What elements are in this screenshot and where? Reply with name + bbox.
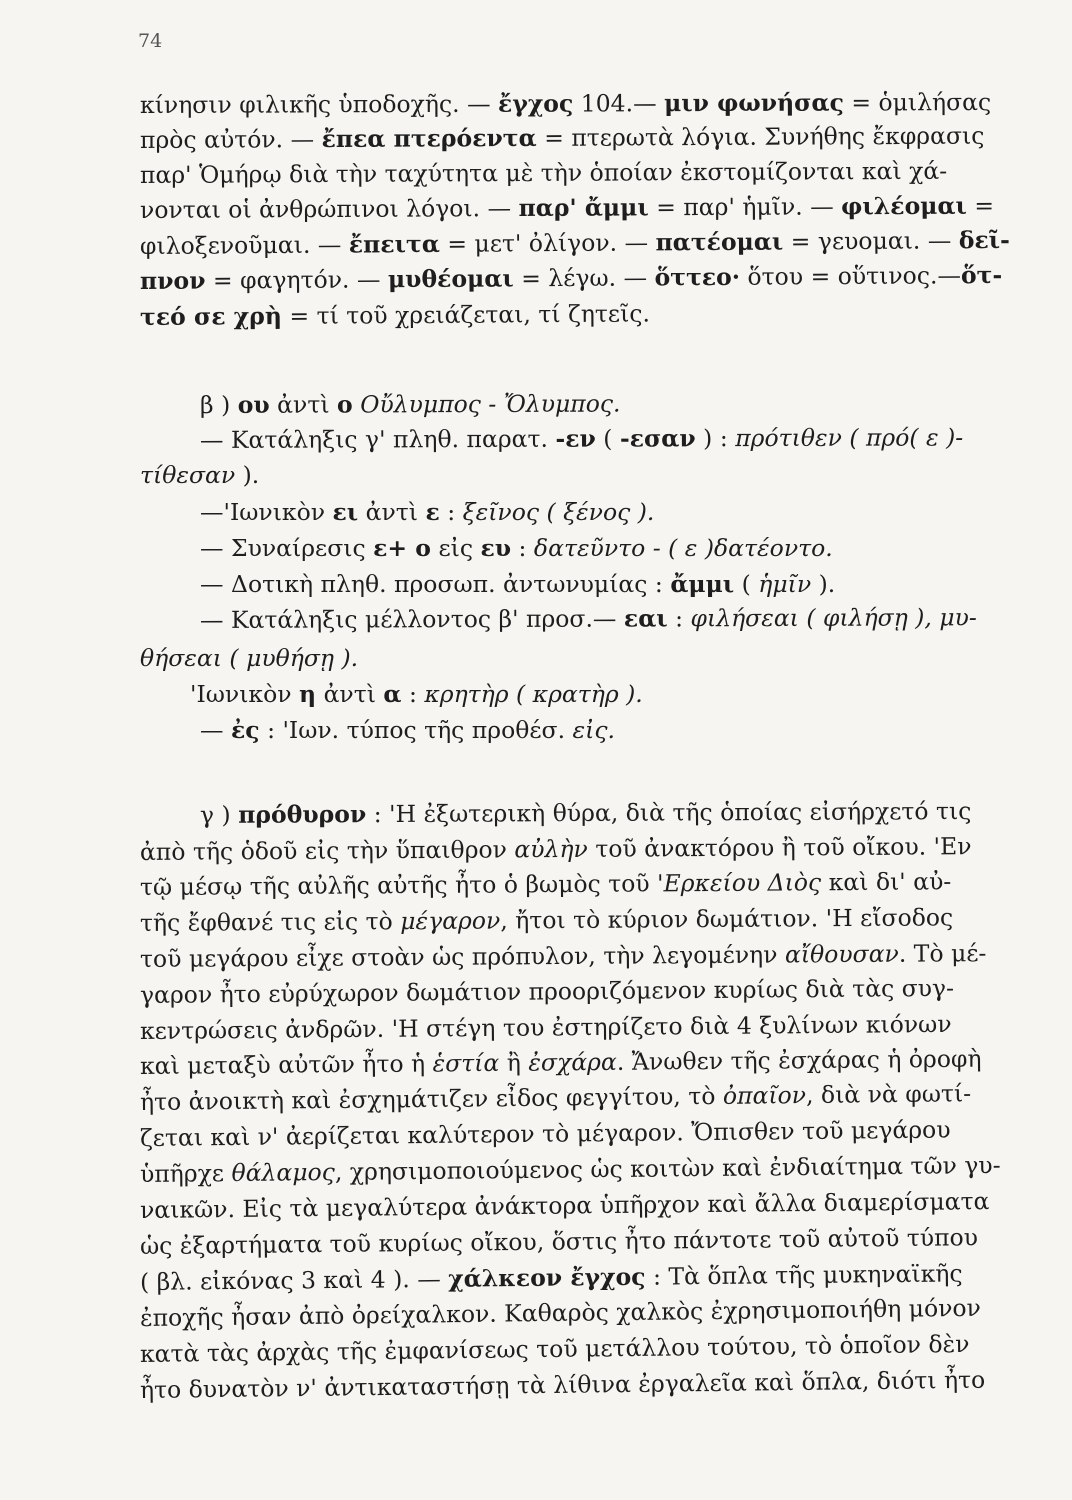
- text-segment: ναικῶν. Εἰς τὰ μεγαλύτερα ἀνάκτορα ὑπῆρχον καὶ ἄλλα διαμερίσματα: [139, 1187, 990, 1224]
- text-segment: = γευομαι. —: [783, 226, 959, 256]
- text-segment: , ἤτοι τὸ κύριον δωμάτιον. 'Η εἴσοδος: [500, 903, 954, 935]
- text-segment: ζεται καὶ ν' ἀερίζεται καλύτερον τὸ μέγαρον. Ὄπισθεν τοῦ μεγάρου: [139, 1115, 951, 1152]
- text-segment: :: [667, 604, 691, 633]
- text-segment: = ὁμιλήσας: [843, 88, 992, 117]
- text-segment: πρὸς αὐτόν. —: [139, 125, 322, 154]
- text-line: [139, 1329, 970, 1368]
- text-segment: , χρησιμοποιούμενος ὡς κοιτὼν καὶ ἐνδιαίτημα τῶν γυ-: [334, 1150, 1001, 1186]
- bold-term: δεῖ-: [958, 225, 1010, 255]
- text-segment: τοῦ ἀνακτόρου ἢ τοῦ οἴκου. 'Εν: [587, 832, 972, 863]
- text-segment: γ ): [199, 800, 239, 829]
- bold-term: ἐς: [230, 716, 260, 744]
- text-segment: ὑπῆρχε: [139, 1159, 232, 1188]
- text-segment: ὡς ἐξαρτήματα τοῦ κυρίως οἴκου, ὅστις ἦτο πάντοτε τοῦ αὐτοῦ τύπου: [139, 1223, 979, 1260]
- bold-term: ἔγχος: [497, 89, 574, 118]
- bold-term: φιλέομαι: [841, 191, 967, 221]
- bold-term: ει: [332, 498, 359, 526]
- text-segment: (: [734, 570, 759, 598]
- text-segment: φιλοξενοῦμαι. —: [139, 230, 349, 260]
- text-segment: : Τὰ ὅπλα τῆς μυκηναϊκῆς: [645, 1259, 963, 1291]
- italic-text: εἰς.: [572, 716, 615, 744]
- bold-term: -εσαν: [619, 424, 696, 453]
- text-line: [190, 680, 643, 708]
- italic-text: ἑστία: [432, 1048, 500, 1078]
- bold-term: τεό σε χρὴ: [139, 302, 283, 331]
- text-segment: καὶ δι' αὐ-: [821, 867, 952, 897]
- text-line: [139, 1293, 982, 1332]
- bold-term: ἄμμι: [670, 570, 735, 598]
- italic-text: θήσεαι ( μυθήσῃ ).: [140, 644, 359, 672]
- text-segment: τῆς ἔφθανέ τις εἰς τὸ: [139, 907, 401, 937]
- text-segment: — Συναίρεσις: [200, 534, 374, 562]
- text-segment: . Τὸ μέ-: [898, 939, 987, 968]
- bold-term: μυθέομαι: [387, 264, 514, 294]
- text-segment: ἀπὸ τῆς ὁδοῦ εἰς τὴν ὕπαιθρον: [139, 835, 515, 866]
- text-line: [139, 121, 985, 154]
- text-line: [200, 570, 836, 598]
- text-line: [200, 716, 615, 744]
- text-line: [139, 1150, 1001, 1188]
- text-segment: = παρ' ἡμῖν. —: [648, 192, 842, 222]
- text-segment: . Ἄνωθεν τῆς ἐσχάρας ἡ ὀροφὴ: [616, 1044, 982, 1076]
- text-segment: ἀντὶ: [358, 498, 426, 526]
- text-line: [139, 1079, 972, 1116]
- text-line: [139, 1009, 952, 1045]
- bold-term: παρ' ἄμμι: [518, 193, 649, 223]
- text-segment: —: [200, 716, 231, 744]
- italic-text: αἴθουσαν: [784, 939, 899, 969]
- bold-term: ε+ ο: [373, 534, 431, 562]
- text-segment: νονται οἱ ἀνθρώπινοι λόγοι. —: [139, 194, 519, 224]
- text-segment: ).: [235, 461, 260, 489]
- italic-text: 'Ερκείου Διὸς: [657, 868, 822, 898]
- text-line: [199, 423, 964, 454]
- page-number: 74: [138, 30, 163, 52]
- text-segment: καὶ μεταξὺ αὐτῶν ἦτο ἡ: [139, 1049, 433, 1080]
- text-segment: ὅτου = οὕτινος.—: [739, 261, 961, 291]
- text-line: [139, 1365, 986, 1404]
- text-line: [139, 88, 992, 119]
- bold-term: ὅττεο·: [654, 262, 741, 292]
- italic-text: κρητὴρ ( κρατὴρ ).: [424, 680, 643, 708]
- text-segment: παρ' Ὁμήρῳ διὰ τὴν ταχύτητα μὲ τὴν ὁποίαν ἐκστομίζονται καὶ χά-: [139, 156, 948, 189]
- text-segment: ).: [811, 570, 836, 598]
- text-line: [139, 260, 1003, 295]
- text-segment: =: [966, 191, 995, 220]
- text-line: [139, 1044, 982, 1080]
- italic-text: ὀπαῖον: [722, 1081, 807, 1110]
- text-segment: ἐποχῆς ἦσαν ἀπὸ ὀρείχαλκον. Καθαρὸς χαλκὸς ἐχρησιμοποιήθη μόνον: [139, 1293, 982, 1332]
- text-segment: :: [401, 680, 425, 708]
- text-segment: = φαγητόν. —: [205, 265, 389, 295]
- text-segment: — Κατάληξις μέλλοντος β' προσ.—: [199, 604, 624, 634]
- text-line: [200, 534, 833, 562]
- bold-term: ἔπειτα: [348, 229, 440, 259]
- text-segment: = λέγω. —: [513, 263, 655, 293]
- bold-term: χάλκεον ἔγχος: [448, 1262, 646, 1293]
- text-segment: κατὰ τὰς ἀρχὰς τῆς ἐμφανίσεως τοῦ μετάλλου τούτου, τὸ ὁποῖον δὲν: [139, 1329, 970, 1368]
- text-line: [139, 1223, 979, 1260]
- text-line: [199, 796, 972, 829]
- bold-term: ε: [425, 498, 440, 526]
- text-line: [199, 389, 621, 419]
- bold-term: πρόθυρον: [238, 800, 367, 829]
- bold-term: πατέομαι: [655, 227, 784, 257]
- text-segment: = πτερωτὰ λόγια. Συνήθης ἔκφρασις: [536, 121, 985, 152]
- text-segment: ἦτο ἀνοικτὴ καὶ ἐσχημάτιζεν εἶδος φεγγίτου, τὸ: [139, 1081, 724, 1116]
- italic-text: αὐλὴν: [514, 834, 588, 864]
- bold-term: α: [383, 680, 402, 708]
- text-segment: — Κατάληξις γ' πληθ. παρατ.: [199, 424, 556, 454]
- bold-term: μιν φωνήσας: [663, 88, 844, 118]
- italic-text: τίθεσαν: [140, 461, 236, 489]
- text-segment: 'Ιωνικὸν: [190, 680, 299, 708]
- text-segment: β ): [199, 390, 238, 419]
- italic-text: ξεῖνος ( ξένος ).: [462, 498, 655, 526]
- italic-text: μέγαρον: [400, 906, 501, 936]
- text-segment: ἀντὶ: [316, 680, 384, 708]
- text-line: [139, 939, 987, 973]
- text-line: [139, 1259, 963, 1296]
- bold-term: ευ: [480, 534, 512, 562]
- bold-term: ὅτ-: [960, 260, 1003, 290]
- bold-term: -εν: [555, 424, 596, 453]
- text-segment: ἦτο δυνατὸν ν' ἀντικαταστήσῃ τὰ λίθινα ἐργαλεῖα καὶ ὅπλα, διότι ἦτο: [139, 1365, 986, 1404]
- text-line: [139, 867, 952, 901]
- text-segment: ( βλ. εἰκόνας 3 καὶ 4 ). —: [139, 1264, 449, 1296]
- text-line: [139, 156, 948, 189]
- bold-term: ου: [237, 390, 270, 419]
- bold-term: η: [299, 680, 317, 708]
- text-segment: : 'Η ἐξωτερικὴ θύρα, διὰ τῆς ὁποίας εἰσήρχετό τις: [366, 796, 972, 829]
- italic-text: πρότιθεν ( πρό( ε )-: [735, 423, 964, 453]
- text-line: [139, 299, 651, 331]
- text-segment: τοῦ μεγάρου εἶχε στοὰν ὡς πρόπυλον, τὴν λεγομένην: [139, 940, 786, 973]
- text-segment: κεντρώσεις ἀνδρῶν. 'Η στέγη του ἐστηρίζετο διὰ 4 ξυλίνων κιόνων: [139, 1009, 952, 1045]
- text-segment: — Δοτικὴ πληθ. προσωπ. ἀντωνυμίας :: [200, 570, 671, 598]
- text-segment: —'Ιωνικὸν: [200, 498, 333, 526]
- text-line: [139, 1187, 990, 1224]
- italic-text: Οὔλυμπος - Ὄλυμπος.: [360, 389, 621, 419]
- italic-text: ἡμῖν: [758, 570, 812, 598]
- text-line: [139, 903, 954, 937]
- text-segment: : 'Ιων. τύπος τῆς προθέσ.: [259, 716, 573, 744]
- text-line: [140, 461, 260, 489]
- text-segment: τῷ μέσῳ τῆς αὐλῆς αὐτῆς ἦτο ὁ βωμὸς τοῦ: [139, 869, 658, 901]
- text-segment: 104.—: [573, 89, 665, 118]
- italic-text: ἐσχάρα: [528, 1047, 617, 1077]
- bold-term: πνον: [139, 266, 206, 295]
- text-line: [139, 225, 1010, 260]
- italic-text: δατεῦντο - ( ε )δατέοντο.: [533, 534, 833, 562]
- italic-text: θάλαμος: [231, 1157, 336, 1188]
- text-line: [140, 644, 359, 672]
- text-line: [139, 1115, 951, 1152]
- text-segment: (: [595, 424, 620, 453]
- text-segment: ἀντὶ: [269, 390, 338, 419]
- text-segment: γαρον ἦτο εὐρύχωρον δωμάτιον προοριζόμενον κυρίως διὰ τὰς συγ-: [139, 973, 955, 1009]
- text-segment: , διὰ νὰ φωτί-: [805, 1079, 972, 1110]
- text-line: [200, 498, 655, 526]
- bold-term: εαι: [623, 604, 668, 633]
- text-segment: ) :: [695, 424, 736, 453]
- text-segment: = μετ' ὀλίγον. —: [439, 228, 656, 258]
- text-segment: :: [439, 498, 463, 526]
- bold-term: ἔπεα πτερόεντα: [321, 123, 537, 154]
- text-segment: ἢ: [499, 1048, 529, 1077]
- text-line: [139, 973, 955, 1009]
- text-segment: εἰς: [430, 534, 481, 562]
- text-segment: κίνησιν φιλικῆς ὑποδοχῆς. —: [139, 89, 499, 119]
- bold-term: ο: [336, 390, 353, 419]
- text-line: [199, 603, 977, 634]
- text-line: [139, 191, 995, 224]
- text-segment: = τί τοῦ χρειάζεται, τί ζητεῖς.: [281, 299, 651, 331]
- text-line: [139, 832, 972, 866]
- italic-text: φιλήσεαι ( φιλήσῃ ), μυ-: [690, 603, 977, 633]
- text-segment: :: [511, 534, 534, 562]
